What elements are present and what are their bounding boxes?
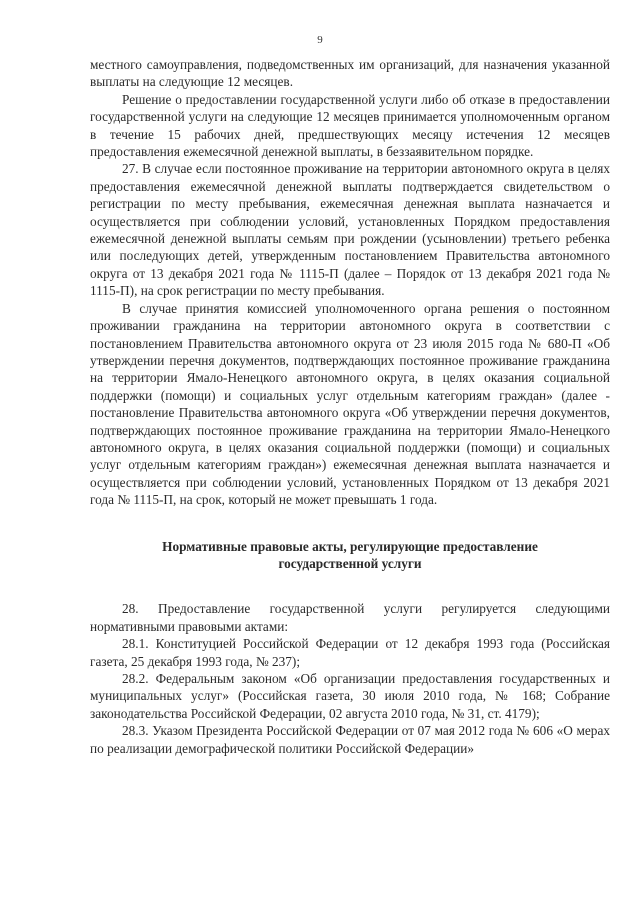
paragraph-commission-decision: В случае принятия комиссией уполномоченного органа решения о постоянном проживании гражданина на территории автономного округа в соответствии с постановлением Правительства автономного округа от 23 июля 2015 года № 680-П «Об утверждении перечня документов, подтверждающих постоянное проживание гражданина на территории Ямало-Ненецкого автономного округа, в целях оказания социальной поддержки (помощи) и социальных услуг отдельным категориям граждан» (далее - постановление Правительства автономного округа «Об утверждении перечня документов, подтверждающих постоянное проживание гражданина на территории Ямало-Ненецкого автономного округа, в целях оказания социальной поддержки (помощи) и социальных услуг отдельным категориям граждан») ежемесячная денежная выплата назначается и осуществляется при соблюдении условий, установленных Порядком от 13 декабря 2021 года № 1115-П, на срок, который не может превышать 1 года. — [90, 300, 610, 508]
paragraph-28-1: 28.1. Конституцией Российской Федерации от 12 декабря 1993 года (Российская газета, 25 декабря 1993 года, № 237); — [90, 636, 610, 669]
document-body — [90, 56, 610, 757]
paragraph-continuation: местного самоуправления, подведомственных им организаций, для назначения указанной выплаты на следующие 12 месяцев. — [90, 57, 610, 90]
spacer — [90, 509, 610, 538]
section-heading: Нормативные правовые акты, регулирующие предоставление государственной услуги — [162, 538, 538, 571]
spacer — [90, 572, 610, 600]
page-number: 9 — [317, 34, 323, 46]
paragraph-28-2: 28.2. Федеральным законом «Об организации предоставления государственных и муниципальных услуг» (Российская газета, 30 июля 2010 года, № 168; Собрание законодательства Российской Федерации, 02 августа 2010 года, № 31, ст. 4179); — [90, 671, 610, 721]
paragraph-27: 27. В случае если постоянное проживание на территории автономного округа в целях предоставления ежемесячной денежной выплаты подтверждается свидетельством о регистрации по месту пребывания, ежемесячная денежная выплата назначается и осуществляется при соблюдении условий, установленных Порядком предоставления ежемесячной денежной выплаты семьям при рождении (усыновлении) третьего ребенка или последующих детей, утвержденным постановлением Правительства автономного округа от 13 декабря 2021 года № 1115-П (далее – Порядок от 13 декабря 2021 года № 1115-П), на срок регистрации по месту пребывания. — [90, 161, 610, 299]
paragraph-28: 28. Предоставление государственной услуги регулируется следующими нормативными правовыми актами: — [90, 601, 610, 634]
paragraph-decision: Решение о предоставлении государственной услуги либо об отказе в предоставлении государственной услуги на следующие 12 месяцев принимается уполномоченным органом в течение 15 рабочих дней, предшествующих месяцу истечения 12 месяцев предоставления ежемесячной денежной выплаты, в беззаявительном порядке. — [90, 91, 610, 160]
paragraph-28-3: 28.3. Указом Президента Российской Федерации от 07 мая 2012 года № 606 «О мерах по реализации демографической политики Российской Федерации» — [90, 723, 610, 756]
